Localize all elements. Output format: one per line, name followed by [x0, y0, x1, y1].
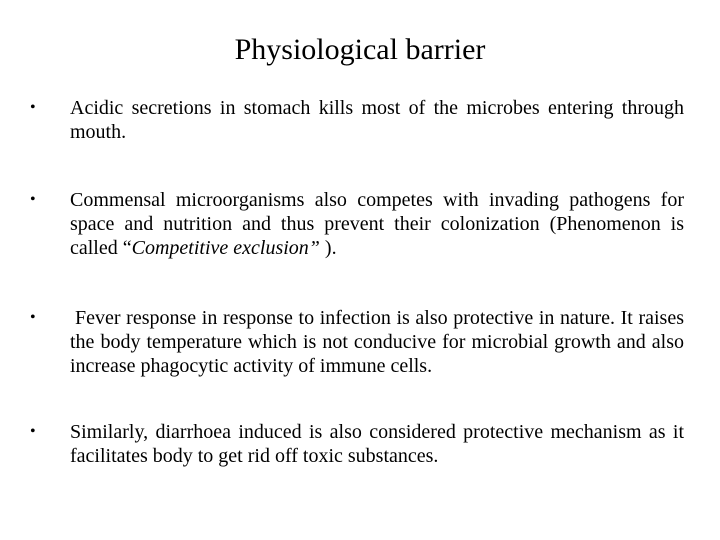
slide-title: Physiological barrier	[234, 33, 486, 66]
bullet-marker: •	[30, 423, 36, 440]
bullet-text-before: Commensal microorganisms also competes with invading pathogens for space and nutrition and thus prevent their colonization (Phenomenon is called “	[70, 189, 684, 259]
bullet-text: Similarly, diarrhoea induced is also considered protective mechanism as it facilitates body to get rid off toxic substances.	[70, 421, 684, 467]
bullet-marker: •	[30, 309, 36, 326]
bullet-marker: •	[30, 99, 36, 116]
competitive-exclusion-term: Competitive exclusion”	[131, 237, 320, 259]
bullet-marker: •	[30, 191, 36, 208]
bullet-item-fever-response	[30, 306, 684, 378]
bullet-text-body: Fever response in response to infection is also protective in nature. It raises the body temperature which is not conducive for microbial growth and also increase phagocytic activity of immune cells.	[70, 307, 684, 377]
bullet-item-diarrhoea	[30, 420, 684, 468]
bullet-item-commensal-microorganisms	[30, 188, 684, 260]
bullet-text	[70, 306, 684, 378]
bullet-text: Acidic secretions in stomach kills most of the microbes entering through mouth.	[70, 97, 684, 143]
bullet-text-after: ).	[319, 237, 337, 259]
bullet-item-acidic-secretions	[30, 96, 684, 144]
bullet-text	[70, 188, 684, 260]
